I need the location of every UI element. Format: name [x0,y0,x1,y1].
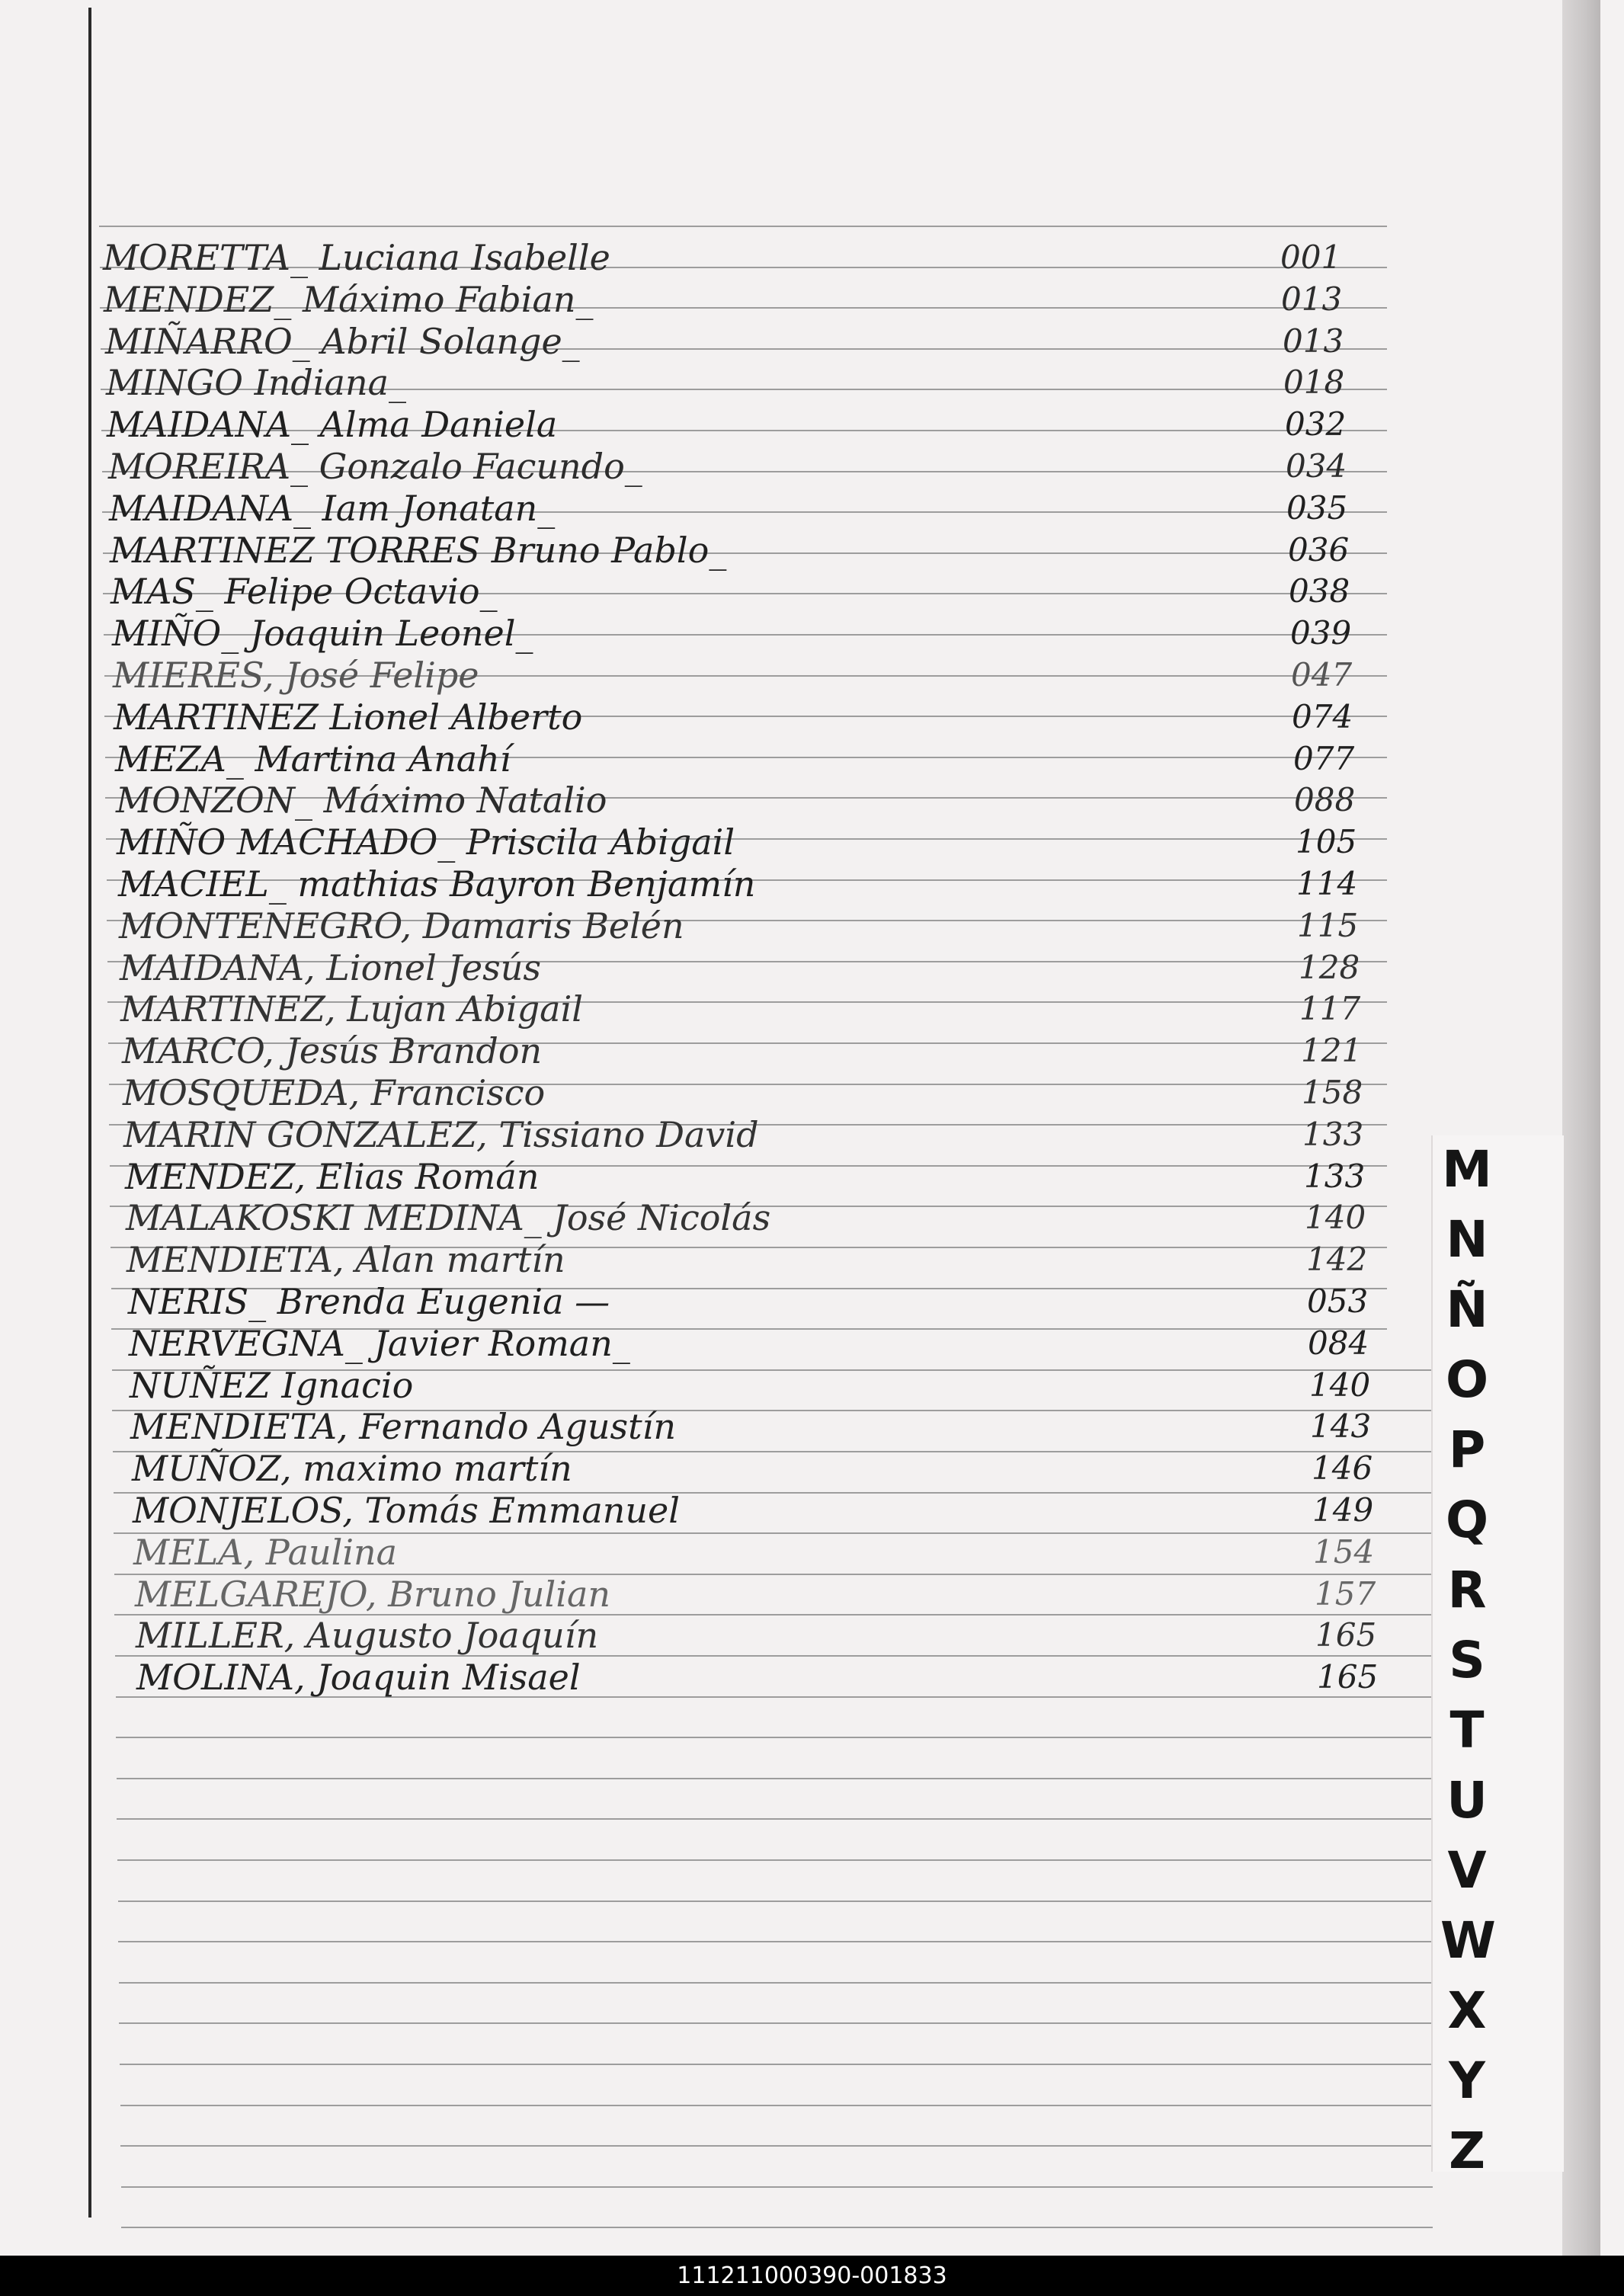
ruled-line [120,2105,1433,2106]
entry-name: MENDEZ_ Máximo Fabian_ [104,279,594,320]
entry-number: 035 [1286,489,1348,527]
index-tab-letter[interactable]: N [1446,1210,1488,1269]
entry-name: NUÑEZ Ignacio [130,1365,414,1406]
entry-number: 018 [1283,363,1345,401]
entry-name: MACIEL_ mathias Bayron Benjamín [118,863,756,905]
entry-number: 133 [1302,1116,1364,1153]
entry-name: MALAKOSKI MEDINA_ José Nicolás [126,1197,771,1238]
index-tab-letter[interactable]: M [1442,1140,1492,1199]
entry-number: 013 [1281,280,1343,318]
entry-name: MORETTA_ Luciana Isabelle [103,237,610,278]
entry-name: MOLINA, Joaquin Misael [136,1657,581,1698]
ruled-line [121,2227,1433,2228]
ruled-line [119,1982,1433,1984]
entry-number: 036 [1288,531,1350,568]
entry-number: 128 [1299,949,1360,986]
index-tab-letter[interactable]: R [1447,1561,1487,1619]
entry-number: 088 [1294,781,1356,818]
index-tab-letter[interactable]: Q [1445,1491,1489,1549]
ruled-line [117,1778,1433,1779]
entry-name: MENDEZ, Elias Román [125,1156,540,1197]
entry-name: MENDIETA, Alan martín [127,1239,565,1280]
entry-number: 146 [1312,1449,1373,1487]
ruled-line [116,1737,1433,1738]
entry-name: MIÑARRO_ Abril Solange_ [105,321,580,362]
entry-number: 053 [1307,1282,1369,1320]
entry-name: MIÑO MACHADO_ Priscila Abigail [117,821,735,863]
index-tab-letter[interactable]: U [1446,1771,1488,1830]
entry-number: 149 [1312,1491,1374,1529]
entry-name: MONTENEGRO, Damaris Belén [119,905,684,946]
margin-line [88,8,91,2218]
ruled-line [120,2145,1433,2147]
entry-name: MELGAREJO, Bruno Julian [135,1574,611,1615]
footer-code: 111211000390-001833 [0,2256,1624,2296]
index-tab-letter[interactable]: T [1449,1701,1485,1760]
page-right-margin [1600,0,1624,2256]
entry-number: 114 [1296,865,1358,902]
entry-name: MIÑO_ Joaquin Leonel_ [112,613,533,654]
entry-name: MAS_ Felipe Octavio_ [111,571,498,612]
index-tab-letter[interactable]: Y [1449,2051,1485,2110]
index-tab-letter[interactable]: P [1448,1420,1486,1479]
entry-number: 039 [1290,614,1352,652]
entry-number: 165 [1317,1658,1379,1696]
entry-name: MIERES, José Felipe [113,655,479,696]
entry-number: 001 [1280,239,1342,276]
entry-number: 084 [1308,1324,1369,1362]
index-tab-letter[interactable]: S [1449,1631,1485,1689]
entry-name: MARTINEZ Lionel Alberto [114,696,583,738]
entry-name: MENDIETA, Fernando Agustín [130,1406,676,1447]
entry-name: MAIDANA_ Iam Jonatan_ [109,488,556,529]
entry-number: 115 [1297,907,1359,944]
entry-number: 074 [1292,698,1353,735]
entry-name: NERVEGNA_ Javier Roman_ [129,1323,630,1364]
entry-number: 140 [1305,1199,1366,1236]
entry-name: MARTINEZ, Lujan Abigail [120,988,584,1030]
ruled-line [120,2064,1433,2065]
entry-number: 143 [1310,1407,1372,1445]
index-tab-letter[interactable]: X [1447,1981,1487,2040]
entry-number: 154 [1313,1533,1375,1571]
entry-number: 133 [1304,1158,1366,1195]
entry-name: MOREIRA_ Gonzalo Facundo_ [108,446,642,487]
entry-number: 038 [1289,572,1350,610]
entry-name: MARCO, Jesús Brandon [122,1030,543,1071]
entry-number: 117 [1299,990,1361,1027]
entry-number: 142 [1306,1241,1368,1278]
entry-name: MARTINEZ TORRES Bruno Pablo_ [110,530,727,571]
entry-name: MARIN GONZALEZ, Tissiano David [123,1114,759,1155]
entry-number: 140 [1309,1366,1371,1404]
entry-number: 105 [1296,823,1357,860]
entry-name: MAIDANA_ Alma Daniela [107,404,558,445]
ruled-line [117,1859,1433,1861]
index-tab-letter[interactable]: V [1447,1841,1487,1900]
entry-name: MELA, Paulina [133,1532,398,1573]
entry-name: MEZA_ Martina Anahí [115,738,511,780]
entry-number: 047 [1291,656,1353,693]
entry-name: MONZON_ Máximo Natalio [116,780,607,821]
entry-name: NERIS_ Brenda Eugenia — [128,1281,610,1322]
index-tab-letter[interactable]: W [1440,1911,1496,1970]
ruled-line [99,226,1387,227]
ruled-line [121,2186,1433,2188]
entry-name: MAIDANA, Lionel Jesús [120,947,541,988]
entry-number: 121 [1301,1032,1363,1069]
entry-name: MINGO Indiana_ [106,362,407,403]
entry-number: 157 [1315,1575,1376,1612]
entry-name: MOSQUEDA, Francisco [123,1072,546,1113]
entry-name: MUÑOZ, maximo martín [132,1448,572,1489]
entry-number: 013 [1283,322,1344,360]
page-edge [1562,0,1600,2256]
index-tab-letter[interactable]: Z [1449,2121,1485,2180]
entry-number: 165 [1315,1616,1377,1654]
ruled-line [117,1818,1433,1820]
entry-number: 158 [1302,1074,1363,1111]
index-tab-letter[interactable]: O [1445,1350,1489,1409]
entry-number: 077 [1293,740,1355,777]
ruled-line [118,1901,1433,1902]
entry-number: 034 [1286,447,1347,485]
ruled-line [119,2022,1433,2024]
entry-name: MILLER, Augusto Joaquín [136,1615,599,1656]
entry-number: 032 [1285,405,1347,443]
entry-name: MONJELOS, Tomás Emmanuel [133,1490,680,1531]
ruled-line [118,1941,1433,1942]
index-tab-letter[interactable]: Ñ [1446,1280,1488,1339]
